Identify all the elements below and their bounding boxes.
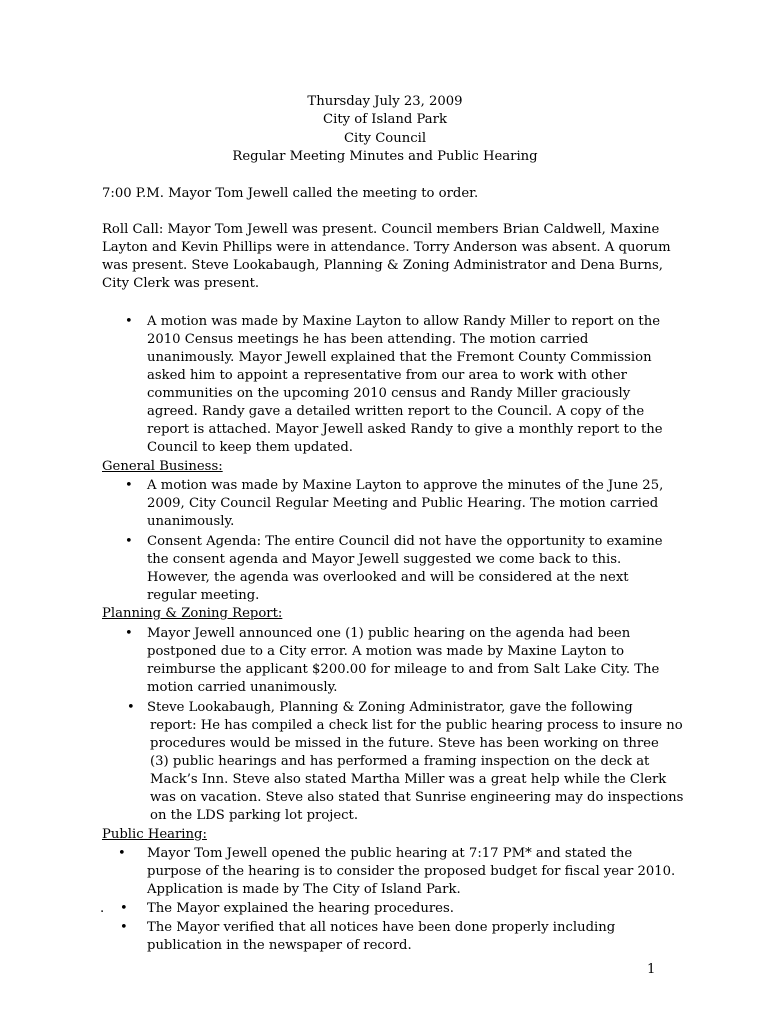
bullet-icon: • <box>127 700 135 715</box>
roll-call-line: was present. Steve Lookabaugh, Planning & Zoning Administrator and Dena Burns, <box>102 258 663 273</box>
public-hearing-postponed-item <box>147 625 667 697</box>
bullet-line: 2010 Census meetings he has been attending. The motion carried <box>147 332 589 347</box>
bullet-icon: • <box>120 901 128 916</box>
section-heading-general-business: General Business: <box>102 459 223 474</box>
stray-period: . <box>100 901 105 916</box>
bullet-icon: • <box>125 314 133 329</box>
section-heading-planning-zoning: Planning & Zoning Report: <box>102 606 283 621</box>
administrator-report-item <box>147 699 684 825</box>
notices-verified-item <box>147 919 667 955</box>
census-bullet-item <box>147 313 667 457</box>
bullet-line: Steve Lookabaugh, Planning & Zoning Administrator, gave the following <box>147 700 633 715</box>
bullet-icon: • <box>120 920 128 935</box>
bullet-line: communities on the upcoming 2010 census and Randy Miller graciously <box>147 386 631 401</box>
bullet-line: A motion was made by Maxine Layton to approve the minutes of the June 25, <box>147 478 664 493</box>
bullet-line: motion carried unanimously. <box>147 680 338 695</box>
bullet-line: 2009, City Council Regular Meeting and Public Hearing. The motion carried <box>147 496 659 511</box>
bullet-line: Application is made by The City of Island Park. <box>147 882 461 897</box>
bullet-line: The Mayor verified that all notices have been done properly including <box>147 920 616 935</box>
bullet-line: agreed. Randy gave a detailed written report to the Council. A copy of the <box>147 404 645 419</box>
council-name: City Council <box>343 131 427 146</box>
hearing-opened-item <box>147 845 676 899</box>
city-name: City of Island Park <box>323 112 447 127</box>
bullet-line: was on vacation. Steve also stated that Sunrise engineering may do inspections <box>150 790 684 805</box>
bullet-line: Council to keep them updated. <box>147 440 353 455</box>
bullet-line: (3) public hearings and has performed a framing inspection on the deck at <box>150 754 650 769</box>
roll-call-paragraph <box>102 221 671 293</box>
roll-call-line: Layton and Kevin Phillips were in attendance. Torry Anderson was absent. A quorum <box>102 240 671 255</box>
bullet-line: report: He has compiled a check list for the public hearing process to insure no <box>150 718 683 733</box>
bullet-line: the consent agenda and Mayor Jewell suggested we come back to this. <box>147 552 622 567</box>
bullet-line: Mayor Jewell announced one (1) public hearing on the agenda had been <box>147 626 631 641</box>
bullet-line: regular meeting. <box>147 588 260 603</box>
bullet-line: Mayor Tom Jewell opened the public hearing at 7:17 PM* and stated the <box>147 846 633 861</box>
bullet-line: procedures would be missed in the future. Steve has been working on three <box>150 736 659 751</box>
roll-call-line: City Clerk was present. <box>102 276 260 291</box>
bullet-line: publication in the newspaper of record. <box>147 938 412 953</box>
bullet-line: The Mayor explained the hearing procedures. <box>147 901 454 916</box>
page-number: 1 <box>647 962 656 977</box>
bullet-icon: • <box>125 626 133 641</box>
minutes-approval-item <box>147 477 667 531</box>
bullet-line: on the LDS parking lot project. <box>150 808 359 823</box>
bullet-line: unanimously. <box>147 514 235 529</box>
roll-call-line: Roll Call: Mayor Tom Jewell was present. Council members Brian Caldwell, Maxine <box>102 222 660 237</box>
hearing-procedures-item <box>147 900 667 918</box>
bullet-line: A motion was made by Maxine Layton to allow Randy Miller to report on the <box>147 314 661 329</box>
consent-agenda-item <box>147 533 667 605</box>
bullet-line: report is attached. Mayor Jewell asked Randy to give a monthly report to the <box>147 422 663 437</box>
bullet-line: reimburse the applicant $200.00 for mileage to and from Salt Lake City. The <box>147 662 660 677</box>
bullet-icon: • <box>125 534 133 549</box>
meeting-date: Thursday July 23, 2009 <box>307 94 463 109</box>
section-heading-public-hearing: Public Hearing: <box>102 827 207 842</box>
call-to-order: 7:00 P.M. Mayor Tom Jewell called the meeting to order. <box>102 186 479 201</box>
bullet-line: purpose of the hearing is to consider the proposed budget for fiscal year 2010. <box>147 864 676 879</box>
bullet-line: asked him to appoint a representative from our area to work with other <box>147 368 627 383</box>
document-title: Regular Meeting Minutes and Public Hearing <box>232 149 538 164</box>
bullet-icon: • <box>125 478 133 493</box>
bullet-line: Consent Agenda: The entire Council did not have the opportunity to examine <box>147 534 663 549</box>
bullet-line: unanimously. Mayor Jewell explained that the Fremont County Commission <box>147 350 652 365</box>
bullet-line: Mack’s Inn. Steve also stated Martha Miller was a great help while the Clerk <box>150 772 667 787</box>
bullet-icon: • <box>118 846 126 861</box>
bullet-line: However, the agenda was overlooked and will be considered at the next <box>147 570 629 585</box>
bullet-line: postponed due to a City error. A motion was made by Maxine Layton to <box>147 644 625 659</box>
